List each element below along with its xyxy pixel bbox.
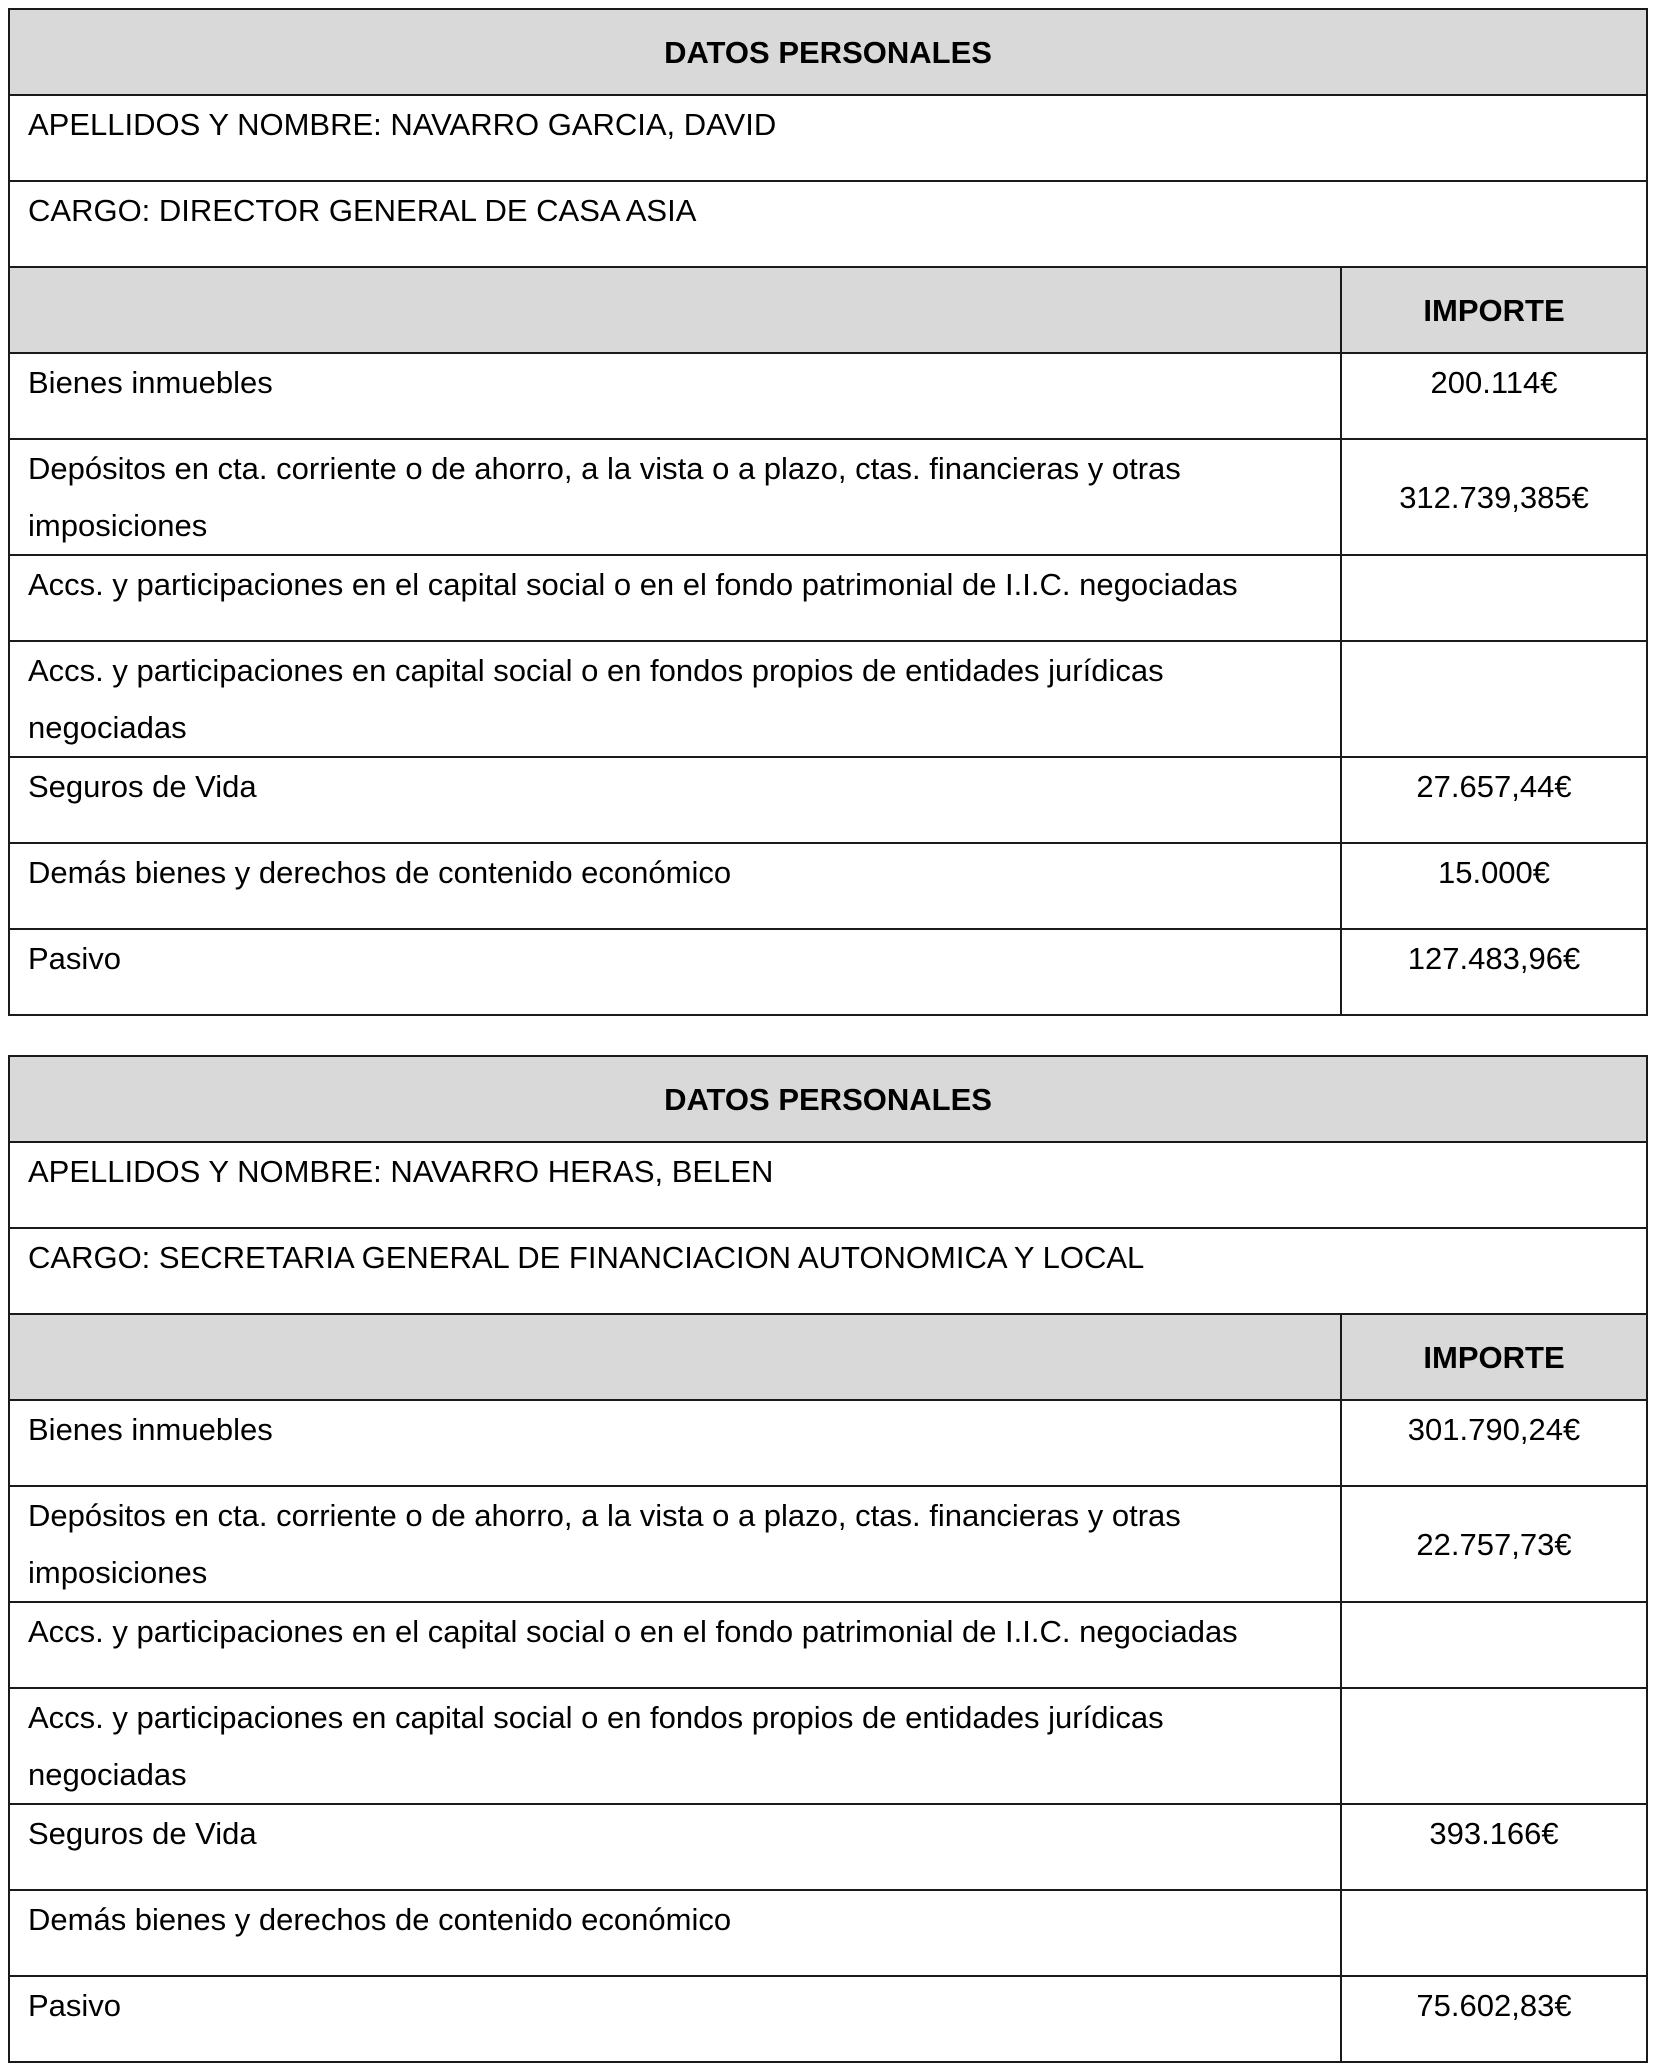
asset-label: Bienes inmuebles xyxy=(9,353,1341,439)
name-row xyxy=(9,1142,1647,1228)
table-row xyxy=(9,353,1647,439)
asset-label: Demás bienes y derechos de contenido económico xyxy=(9,843,1341,929)
asset-amount xyxy=(1341,1688,1647,1804)
table-row xyxy=(9,439,1647,555)
asset-amount xyxy=(1341,555,1647,641)
table-row xyxy=(9,1804,1647,1890)
section-title: DATOS PERSONALES xyxy=(9,1056,1647,1142)
table-row xyxy=(9,929,1647,1015)
position-line: CARGO: SECRETARIA GENERAL DE FINANCIACION AUTONOMICA Y LOCAL xyxy=(9,1228,1647,1314)
asset-amount xyxy=(1341,641,1647,757)
asset-amount: 75.602,83€ xyxy=(1341,1976,1647,2062)
asset-label: Pasivo xyxy=(9,929,1341,1015)
table-row xyxy=(9,1976,1647,2062)
section-header-row xyxy=(9,9,1647,95)
position-line: CARGO: DIRECTOR GENERAL DE CASA ASIA xyxy=(9,181,1647,267)
table-row xyxy=(9,1890,1647,1976)
declaration-table-1 xyxy=(8,8,1648,1016)
asset-amount: 15.000€ xyxy=(1341,843,1647,929)
table-row xyxy=(9,555,1647,641)
declaration-table-2 xyxy=(8,1055,1648,2063)
asset-label: Accs. y participaciones en capital social o en fondos propios de entidades jurídicas negociadas xyxy=(9,1688,1341,1804)
section-title: DATOS PERSONALES xyxy=(9,9,1647,95)
asset-label: Seguros de Vida xyxy=(9,1804,1341,1890)
name-line: APELLIDOS Y NOMBRE: NAVARRO HERAS, BELEN xyxy=(9,1142,1647,1228)
blank-header-cell xyxy=(9,1314,1341,1400)
amount-column-header: IMPORTE xyxy=(1341,1314,1647,1400)
amount-column-header: IMPORTE xyxy=(1341,267,1647,353)
name-line: APELLIDOS Y NOMBRE: NAVARRO GARCIA, DAVID xyxy=(9,95,1647,181)
table-row xyxy=(9,1486,1647,1602)
asset-amount xyxy=(1341,1602,1647,1688)
asset-amount: 200.114€ xyxy=(1341,353,1647,439)
asset-amount: 393.166€ xyxy=(1341,1804,1647,1890)
asset-label: Accs. y participaciones en el capital social o en el fondo patrimonial de I.I.C. negociadas xyxy=(9,1602,1341,1688)
table-row xyxy=(9,757,1647,843)
asset-label: Bienes inmuebles xyxy=(9,1400,1341,1486)
asset-amount: 312.739,385€ xyxy=(1341,439,1647,555)
blank-header-cell xyxy=(9,267,1341,353)
amount-header-row xyxy=(9,1314,1647,1400)
asset-amount xyxy=(1341,1890,1647,1976)
name-row xyxy=(9,95,1647,181)
table-row xyxy=(9,1602,1647,1688)
asset-amount: 301.790,24€ xyxy=(1341,1400,1647,1486)
asset-amount: 127.483,96€ xyxy=(1341,929,1647,1015)
asset-label: Demás bienes y derechos de contenido económico xyxy=(9,1890,1341,1976)
table-row xyxy=(9,1400,1647,1486)
asset-label: Accs. y participaciones en el capital social o en el fondo patrimonial de I.I.C. negociadas xyxy=(9,555,1341,641)
asset-label: Seguros de Vida xyxy=(9,757,1341,843)
asset-amount: 27.657,44€ xyxy=(1341,757,1647,843)
asset-label: Depósitos en cta. corriente o de ahorro, a la vista o a plazo, ctas. financieras y otras imposiciones xyxy=(9,439,1341,555)
asset-label: Accs. y participaciones en capital social o en fondos propios de entidades jurídicas negociadas xyxy=(9,641,1341,757)
asset-label: Depósitos en cta. corriente o de ahorro, a la vista o a plazo, ctas. financieras y otras imposiciones xyxy=(9,1486,1341,1602)
table-row xyxy=(9,843,1647,929)
table-row xyxy=(9,1688,1647,1804)
position-row xyxy=(9,1228,1647,1314)
amount-header-row xyxy=(9,267,1647,353)
table-row xyxy=(9,641,1647,757)
position-row xyxy=(9,181,1647,267)
asset-amount: 22.757,73€ xyxy=(1341,1486,1647,1602)
section-header-row xyxy=(9,1056,1647,1142)
asset-label: Pasivo xyxy=(9,1976,1341,2062)
